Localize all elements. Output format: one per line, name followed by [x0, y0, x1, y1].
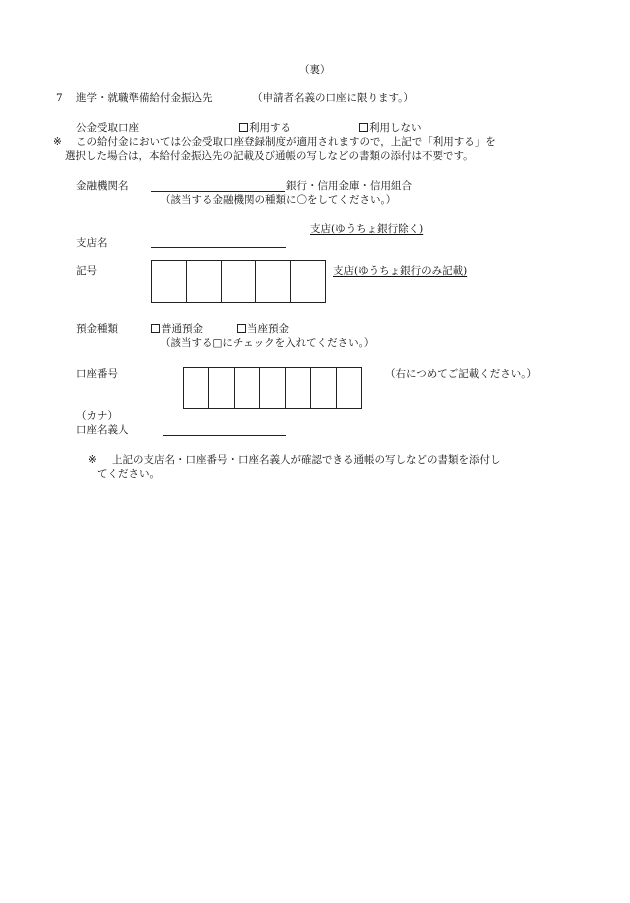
symbol-label: 記号: [76, 265, 97, 277]
deposit-ordinary-option[interactable]: [151, 323, 203, 336]
use-option-label: 利用する: [249, 122, 291, 134]
remark2-line2: てください。: [97, 468, 160, 480]
page-side-label: （裏）: [299, 64, 331, 76]
ordinary-checkbox[interactable]: [151, 324, 160, 333]
symbol-digit-box[interactable]: [187, 261, 222, 302]
account-number-note: （右につめてご記載ください。）: [385, 368, 538, 380]
public-account-use-option[interactable]: [239, 122, 291, 135]
account-digit-box[interactable]: [286, 368, 311, 408]
branch-name-field[interactable]: [151, 247, 286, 248]
section-number: 7: [56, 92, 63, 104]
public-account-not-use-option[interactable]: [359, 122, 422, 135]
account-digit-box[interactable]: [311, 368, 336, 408]
remark1-line2: 選択した場合は，本給付金振込先の記載及び通帳の写しなどの書類の添付は不要です。: [65, 150, 474, 162]
branch-note: 支店(ゆうちょ銀行除く): [310, 223, 424, 235]
account-digit-box[interactable]: [209, 368, 234, 408]
holder-kana-label: （カナ）: [76, 410, 118, 422]
account-digit-box[interactable]: [184, 368, 209, 408]
current-option-label: 当座預金: [247, 323, 289, 335]
symbol-note: 支店(ゆうちょ銀行のみ記載): [333, 265, 468, 277]
symbol-digit-box[interactable]: [291, 261, 325, 302]
branch-label: 支店名: [76, 237, 108, 249]
account-number-label: 口座番号: [76, 368, 118, 380]
deposit-current-option[interactable]: [237, 323, 289, 336]
holder-name-field[interactable]: [163, 435, 286, 436]
symbol-digit-box[interactable]: [256, 261, 291, 302]
symbol-digit-box[interactable]: [222, 261, 257, 302]
deposit-type-note: （該当する□にチェックを入れてください。）: [160, 337, 375, 349]
symbol-boxes[interactable]: [151, 260, 326, 303]
account-digit-box[interactable]: [337, 368, 361, 408]
remark1-mark: ※: [53, 136, 62, 148]
section-note: （申請者名義の口座に限ります。）: [252, 92, 414, 104]
public-account-label: 公金受取口座: [76, 122, 139, 134]
account-digit-box[interactable]: [260, 368, 285, 408]
remark2-mark: ※: [88, 454, 97, 466]
bank-note: （該当する金融機関の種類に〇をしてください。）: [160, 194, 397, 206]
account-digit-box[interactable]: [235, 368, 260, 408]
section-title: 進学・就職準備給付金振込先: [76, 92, 213, 104]
symbol-digit-box[interactable]: [152, 261, 187, 302]
remark1-line1: この給付金においては公金受取口座登録制度が適用されますので，上記で「利用する」を: [76, 136, 496, 148]
remark2-line1: 上記の支店名・口座番号・口座名義人が確認できる通帳の写しなどの書類を添付し: [112, 454, 501, 466]
holder-label: 口座名義人: [76, 424, 129, 436]
ordinary-option-label: 普通預金: [161, 323, 203, 335]
bank-name-field[interactable]: [151, 191, 285, 192]
current-checkbox[interactable]: [237, 324, 246, 333]
bank-type-suffix: 銀行・信用金庫・信用組合: [286, 180, 412, 192]
not-use-option-label: 利用しない: [369, 122, 422, 134]
deposit-type-label: 預金種類: [76, 323, 118, 335]
account-number-boxes[interactable]: [183, 367, 362, 409]
use-checkbox[interactable]: [239, 123, 248, 132]
not-use-checkbox[interactable]: [359, 123, 368, 132]
bank-label: 金融機関名: [76, 180, 129, 192]
